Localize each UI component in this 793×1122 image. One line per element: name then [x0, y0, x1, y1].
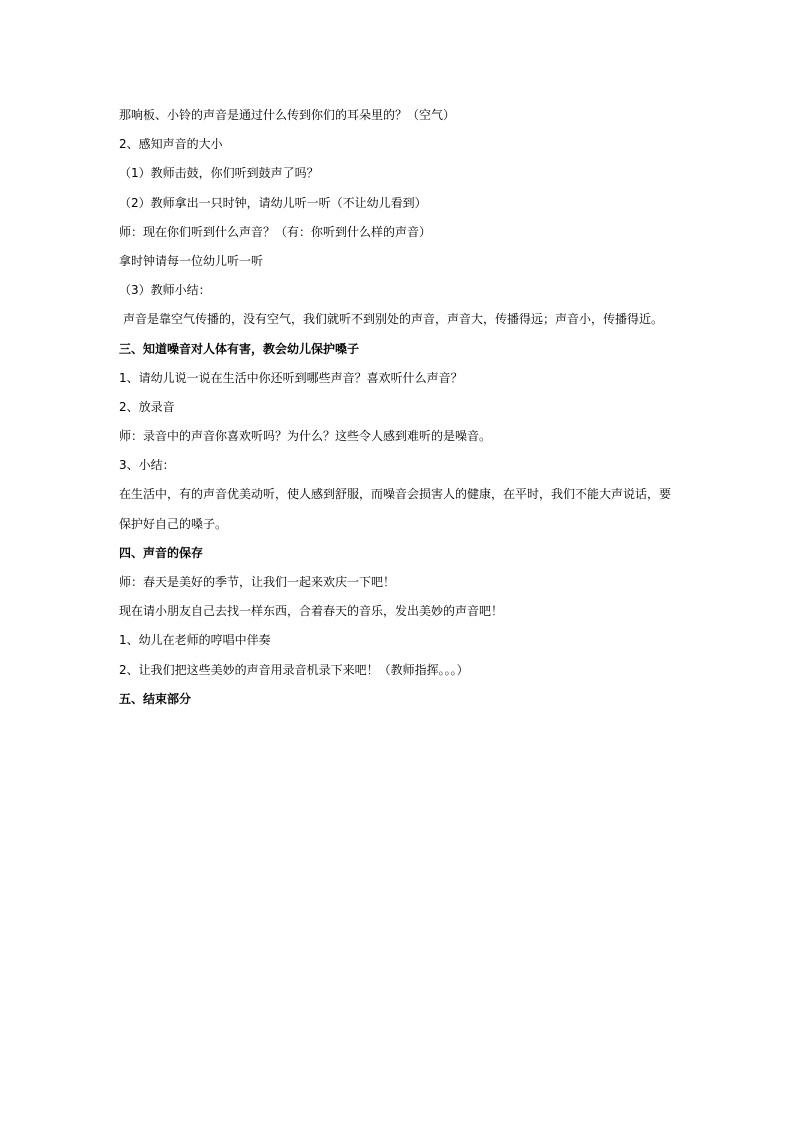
text-line: 师：录音中的声音你喜欢听吗？为什么？这些令人感到难听的是噪音。: [119, 429, 492, 444]
text-line: （1）教师击鼓，你们听到鼓声了吗？: [119, 166, 319, 181]
text-line: 1、幼儿在老师的哼唱中伴奏: [119, 633, 271, 648]
section-subheading: 2、感知声音的大小: [119, 137, 223, 152]
text-line: 1、请幼儿说一说在生活中你还听到哪些声音？喜欢听什么声音？: [119, 370, 463, 385]
section-subheading: 2、放录音: [119, 399, 175, 414]
section-subheading: 3、小结：: [119, 458, 175, 473]
section-heading: 三、知道噪音对人体有害，教会幼儿保护嗓子: [119, 341, 360, 356]
text-line: 保护好自己的嗓子。: [119, 516, 228, 531]
text-line: 现在请小朋友自己去找一样东西，合着春天的音乐，发出美妙的声音吧！: [119, 604, 504, 619]
section-heading: 五、结束部分: [119, 691, 192, 706]
text-line: 在生活中，有的声音优美动听，使人感到舒服，而噪音会损害人的健康，在平时，我们不能大声说话，要: [119, 487, 672, 502]
text-line: 拿时钟请每一位幼儿听一听: [119, 253, 264, 268]
text-line: （3）教师小结：: [119, 283, 211, 298]
text-line: 声音是靠空气传播的，没有空气，我们就听不到别处的声音，声音大，传播得远；声音小，传播得近。: [123, 312, 664, 327]
text-line: 2、让我们把这些美妙的声音用录音机录下来吧！（教师指挥。。。）: [119, 662, 469, 677]
document-body: [119, 101, 679, 714]
text-line: 师：春天是美好的季节，让我们一起来欢庆一下吧！: [119, 575, 396, 589]
section-heading: 四、声音的保存: [119, 545, 204, 560]
text-line: （2）教师拿出一只时钟，请幼儿听一听（不让幼儿看到）: [119, 195, 427, 210]
text-line: 师：现在你们听到什么声音？（有：你听到什么样的声音）: [119, 224, 432, 239]
text-line: 那响板、小铃的声音是通过什么传到你们的耳朵里的？（空气）: [119, 108, 456, 122]
